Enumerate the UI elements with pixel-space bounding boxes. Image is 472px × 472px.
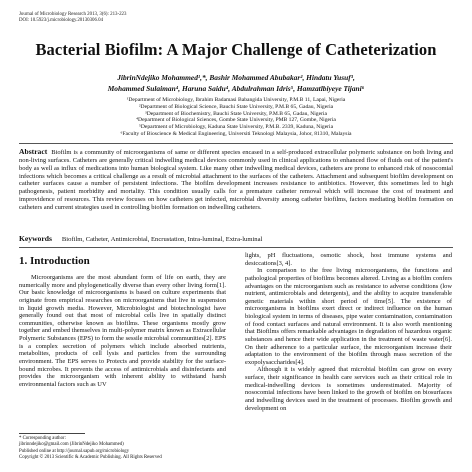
journal-citation: Journal of Microbiology Research 2013, 3(6): 213-223 [19,12,127,17]
section-title-introduction: 1. Introduction [19,255,90,267]
affiliation-5: ⁵Department of Microbiology, Kaduna State University, P.M.B. 2339, Kaduna, Nigeria [138,124,334,131]
intro-paragraph-2: In comparison to the free living microorganisms, the functions and pathological properties of biofilms becomes altered. Living as a biofilm confers advantages on the microorganism such as resistance to adverse conditions (low nutrient, antimicrobials and detergents), and the ability to acquire transferable genetic materials within short period of time[5]. The existence of microorganisms in biofilms exert direct or indirect influence on the human biological system in terms of diseases, pipe water contamination, contamination of food contact surfaces and natural environment. It is also worth mentioning that Biofilms offers remarkable advantages in degradation of hazardous organic substances and hence their wide application in the treatment of waste water[6]. On their adherence to a particular surface, the microorganism increase their adaptation to the environment of the biofilm through mass secretion of the exopolysaccharides[4]. [245,267,452,366]
author-line-2: Mohammed Sulaiman⁴, Haruna Saidu⁴, Abdulrahman Idris⁵, Hamzatlbiyeye Tijani⁶ [107,84,365,93]
intro-paragraph-1-cont: lights, pH fluctuations, osmotic shock, host immune systems and desiccations[3, 4]. [245,252,452,267]
keywords-text: Biofilm, Catheter, Antimicrobial, Encrustation, Intra-luminal, Extra-luminal [61,236,263,243]
right-column [245,252,452,412]
keywords [19,234,262,243]
abstract-label: Abstract [19,147,48,156]
footnote-copyright: Copyright © 2013 Scientific & Academic Publishing. All Rights Reserved [19,454,162,460]
affiliation-2: ²Department of Biological Science, Bauchi State University, P.M.B 65, Gadau, Nigeria [138,103,334,110]
affiliations [0,97,472,138]
footnote-email[interactable]: jibrinndejiko@gmail.com (JibrinNdejiko Mohammed) [19,442,124,448]
abstract-text: Biofilm is a community of microorganisms of same or different species encased in a self-produced extracellular polymeric substance on both living and non-living surfaces. Catheters are generally critical indwelling medical devices commonly used in clinical applications to enhanced flow of fluids out of the patient's body as well as influx of medications into human biological system. Like many other indwelling medical devices, catheters are prone to enhanced risk of nosocomial infections which becomes a critical challenge as a result of microbial attachment to the surfaces of the catheters. Attachment and subsequent biofilm development on catheter surfaces cause a number of persistent infections. The biofilm development increases resistance to antibiotics. However, this sometimes led to high pathogenesis, patient morbidity and mortality. This condition usually calls for a premature catheter removal which will increase the cost of treatment and improvidence of resources. This review focuses on how catheters get infected, microbial diversity among catheter biofilms, factors mediating biofilm formation on catheters and current strategies used in controlling biofilm formation on indwelling catheters. [19,149,453,211]
affiliation-4: ⁴Department of Biological Sciences, Gombe State University, PMB 127, Gombe, Nigeria [136,117,336,124]
affiliation-3: ³Department of Biochemistry, Bauchi State University, P.M.B 65, Gadau, Nigeria [145,110,327,117]
affiliation-6: ⁶Faculty of Bioscience & Medical Engineering, Universiti Teknologi Malaysia, Johor, 81310, Malaysia [120,130,352,137]
abstract [19,148,453,212]
author-line-1: JibrinNdejiko Mohammed¹,*, Bashir Mohammed Abubakar², Hindatu Yusuf³, [117,73,355,82]
keywords-bottom-rule [19,247,453,248]
affiliation-1: ¹Department of Microbiology, Ibrahim Badamasi Babangida University, P.M.B 11, Lapai, Nigeria [126,97,346,103]
intro-paragraph-3: Although it is widely agreed that microbial biofilm can grow on every surface, their significance in health care services such as their critical role in medical-indwelling devices is sometimes underestimated. Majority of nosocomial infections have been linked to the growth of biofilm on biosurfaces and indwelling devices used in the treatment of processes. Biofilm growth and development on [245,366,452,412]
footnote [19,436,162,461]
footnote-rule [19,433,85,434]
intro-paragraph-1: Microorganisms are the most abundant form of life on earth, they are numerically more and phylogenetically diverse than every other living form[1]. Our basic knowledge of microorganisms is based on culture experiments that originate from empirical researches on microorganisms that live in suspension in liquid growth media. However, Microbiologist and biotechnologist have generally found out that most of microbial cells live in spatially distinct communities, otherwise known as biofilms. These organisms mostly grow together and embed themselves in multi-polymer matrix known as Extracellular Polymeric Substances (EPS) to form the sessile microbial communities[2]. EPS is a complex secretion of polymers which include absorbed nutrients, metabolites, products of cell lysis and particles from the surrounding environment. The EPS serves to Protects and provide stability for the surface-bound microbes. It prevents the access of antimicrobials and disinfectants and provides the microorganism with inherent ability to withstand harsh environmental factors such as UV [19,274,226,388]
keywords-label: Keywords [19,234,52,243]
left-column [19,252,226,388]
paper-title: Bacterial Biofilm: A Major Challenge of Catheterization [35,40,437,59]
footnote-corresponding: * Corresponding author: [19,436,66,441]
journal-header [19,12,126,24]
footnote-published: Published online at http://journal.sapub.org/microbiology [19,448,130,454]
abstract-top-rule [19,143,453,144]
journal-doi: DOI: 10.5923/j.microbiology.20130306.04 [19,18,104,23]
